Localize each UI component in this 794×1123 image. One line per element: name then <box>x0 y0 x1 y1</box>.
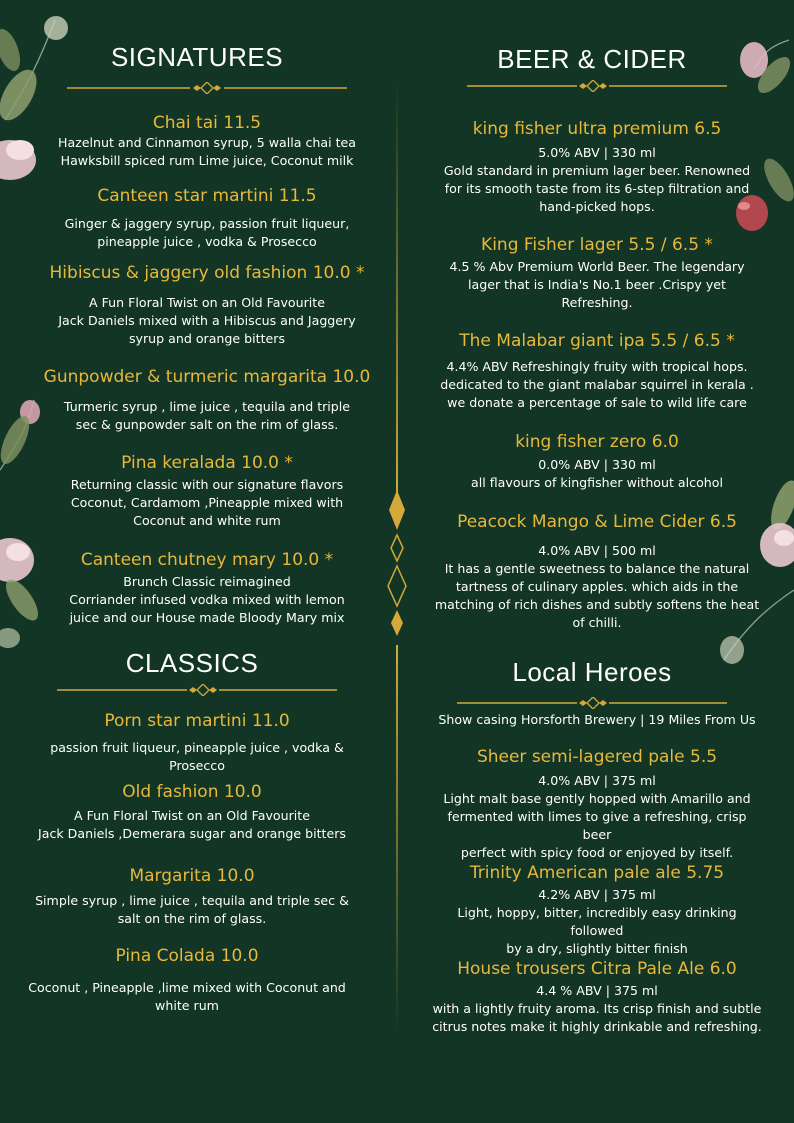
item-desc-line: lager that is India's No.1 beer .Crispy yet <box>468 277 726 292</box>
menu-item <box>22 185 392 251</box>
item-desc-line: Coconut , Pineapple ,lime mixed with Coconut and <box>28 980 346 995</box>
item-desc-line: Corriander infused vodka mixed with lemon <box>69 592 345 607</box>
signatures-ornament-rule <box>12 82 382 94</box>
menu-item <box>432 862 762 958</box>
item-title: king fisher zero 6.0 <box>515 432 679 452</box>
item-desc-line: Prosecco <box>169 758 225 773</box>
item-desc-line: Coconut, Cardamom ,Pineapple mixed with <box>70 495 344 510</box>
item-desc-line: 5.0% ABV | 330 ml <box>538 145 656 160</box>
item-desc-line: 4.4% ABV Refreshingly fruity with tropical hops. <box>446 359 748 374</box>
item-desc-line: for its smooth taste from its 6-step filtration and <box>444 181 750 196</box>
item-title: Gunpowder & turmeric margarita 10.0 <box>43 367 371 387</box>
menu-item <box>432 511 762 632</box>
left-column <box>22 0 392 1123</box>
item-desc-line: syrup and orange bitters <box>128 331 286 346</box>
menu-item <box>22 549 392 627</box>
item-title: Pina Colada 10.0 <box>115 946 259 966</box>
item-desc-line: perfect with spicy food or enjoyed by itself. <box>460 845 734 860</box>
item-desc-line: with a lightly fruity aroma. Its crisp finish and subtle <box>432 1001 762 1016</box>
item-desc-line: Gold standard in premium lager beer. Renowned <box>443 163 751 178</box>
item-desc-line: matching of rich dishes and subtly softens the heat <box>434 597 760 612</box>
item-desc-line: of chilli. <box>572 615 622 630</box>
classics-heading: CLASSICS <box>125 648 259 678</box>
item-title: Margarita 10.0 <box>129 866 255 886</box>
menu-item <box>432 118 762 216</box>
item-desc-line: sec & gunpowder salt on the rim of glass. <box>75 417 339 432</box>
menu-item <box>22 366 392 434</box>
item-desc-line: 0.0% ABV | 330 ml <box>538 457 656 472</box>
item-desc-line: Light, hoppy, bitter, incredibly easy drinking followed <box>457 905 737 938</box>
item-desc-line: by a dry, slightly bitter finish <box>506 941 688 956</box>
item-desc-line: Turmeric syrup , lime juice , tequila and triple <box>63 399 351 414</box>
item-desc-line: all flavours of kingfisher without alcohol <box>471 475 723 490</box>
item-desc-line: 4.0% ABV | 500 ml <box>538 543 656 558</box>
item-title: Sheer semi-lagered pale 5.5 <box>476 747 718 767</box>
item-title: Canteen star martini 11.5 <box>97 186 317 206</box>
item-desc-line: Hazelnut and Cinnamon syrup, 5 walla chai tea <box>57 135 357 150</box>
item-desc-line: 4.2% ABV | 375 ml <box>538 887 656 902</box>
item-title: Pina keralada 10.0 * <box>121 453 293 473</box>
item-desc-line: white rum <box>155 998 219 1013</box>
item-desc-line: A Fun Floral Twist on an Old Favourite <box>88 295 325 310</box>
item-desc-line: we donate a percentage of sale to wild life care <box>447 395 747 410</box>
item-desc-line: Ginger & jaggery syrup, passion fruit liqueur, <box>64 216 350 231</box>
right-column <box>432 0 762 1123</box>
item-desc-line: hand-picked hops. <box>539 199 655 214</box>
local-heroes-subtitle: Show casing Horsforth Brewery | 19 Miles From Us <box>438 712 756 727</box>
item-desc-line: 4.4 % ABV | 375 ml <box>536 983 658 998</box>
classics-ornament-rule <box>7 684 377 696</box>
menu-item <box>432 330 762 412</box>
menu-item <box>432 431 762 492</box>
item-desc-line: Refreshing. <box>561 295 633 310</box>
item-title: House trousers Citra Pale Ale 6.0 <box>457 959 737 979</box>
item-title: King Fisher lager 5.5 / 6.5 * <box>481 235 713 255</box>
local-heroes-heading: Local Heroes <box>512 657 672 687</box>
item-desc-line: 4.5 % Abv Premium World Beer. The legendary <box>449 259 745 274</box>
beer-cider-heading: BEER & CIDER <box>497 44 687 74</box>
menu-item <box>22 262 392 348</box>
menu-item <box>2 945 372 1015</box>
item-desc-line: Hawksbill spiced rum Lime juice, Coconut milk <box>60 153 354 168</box>
menu-item <box>432 234 762 312</box>
item-desc-line: Jack Daniels mixed with a Hibiscus and Jaggery <box>58 313 356 328</box>
local-heroes-ornament-rule <box>427 697 757 709</box>
item-desc-line: dedicated to the giant malabar squirrel in kerala . <box>440 377 754 392</box>
menu-item <box>12 710 382 775</box>
item-title: Canteen chutney mary 10.0 * <box>80 550 334 570</box>
menu-item <box>432 746 762 862</box>
menu-item <box>22 112 392 170</box>
item-desc-line: It has a gentle sweetness to balance the natural <box>444 561 750 576</box>
item-desc-line: salt on the rim of glass. <box>117 911 267 926</box>
menu-item <box>7 781 377 843</box>
item-desc-line: passion fruit liqueur, pineapple juice , vodka & <box>50 740 344 755</box>
item-title: Peacock Mango & Lime Cider 6.5 <box>457 512 737 532</box>
item-desc-line: juice and our House made Bloody Mary mix <box>69 610 345 625</box>
item-desc-line: 4.0% ABV | 375 ml <box>538 773 656 788</box>
item-desc-line: A Fun Floral Twist on an Old Favourite <box>73 808 310 823</box>
item-title: Old fashion 10.0 <box>122 782 262 802</box>
menu-item <box>22 452 392 530</box>
item-desc-line: Brunch Classic reimagined <box>123 574 291 589</box>
item-desc-line: Coconut and white rum <box>133 513 281 528</box>
item-desc-line: Simple syrup , lime juice , tequila and triple sec & <box>35 893 349 908</box>
menu-item <box>432 958 762 1036</box>
menu-item <box>7 865 377 928</box>
item-desc-line: Light malt base gently hopped with Amarillo and <box>443 791 751 806</box>
item-desc-line: tartness of culinary apples. which aids in the <box>455 579 739 594</box>
item-desc-line: citrus notes make it highly drinkable and refreshing. <box>432 1019 762 1034</box>
item-desc-line: Jack Daniels ,Demerara sugar and orange bitters <box>38 826 346 841</box>
item-desc-line: fermented with limes to give a refreshing, crisp beer <box>447 809 747 842</box>
item-title: king fisher ultra premium 6.5 <box>472 119 722 139</box>
signatures-heading: SIGNATURES <box>110 42 284 72</box>
item-desc-line: Returning classic with our signature flavors <box>70 477 344 492</box>
item-title: Hibiscus & jaggery old fashion 10.0 * <box>49 263 365 283</box>
item-title: Chai tai 11.5 <box>152 113 262 133</box>
item-title: Porn star martini 11.0 <box>104 711 290 731</box>
item-title: The Malabar giant ipa 5.5 / 6.5 * <box>459 331 735 351</box>
beer-cider-ornament-rule <box>427 80 757 92</box>
item-desc-line: pineapple juice , vodka & Prosecco <box>97 234 317 249</box>
item-title: Trinity American pale ale 5.75 <box>469 863 725 883</box>
